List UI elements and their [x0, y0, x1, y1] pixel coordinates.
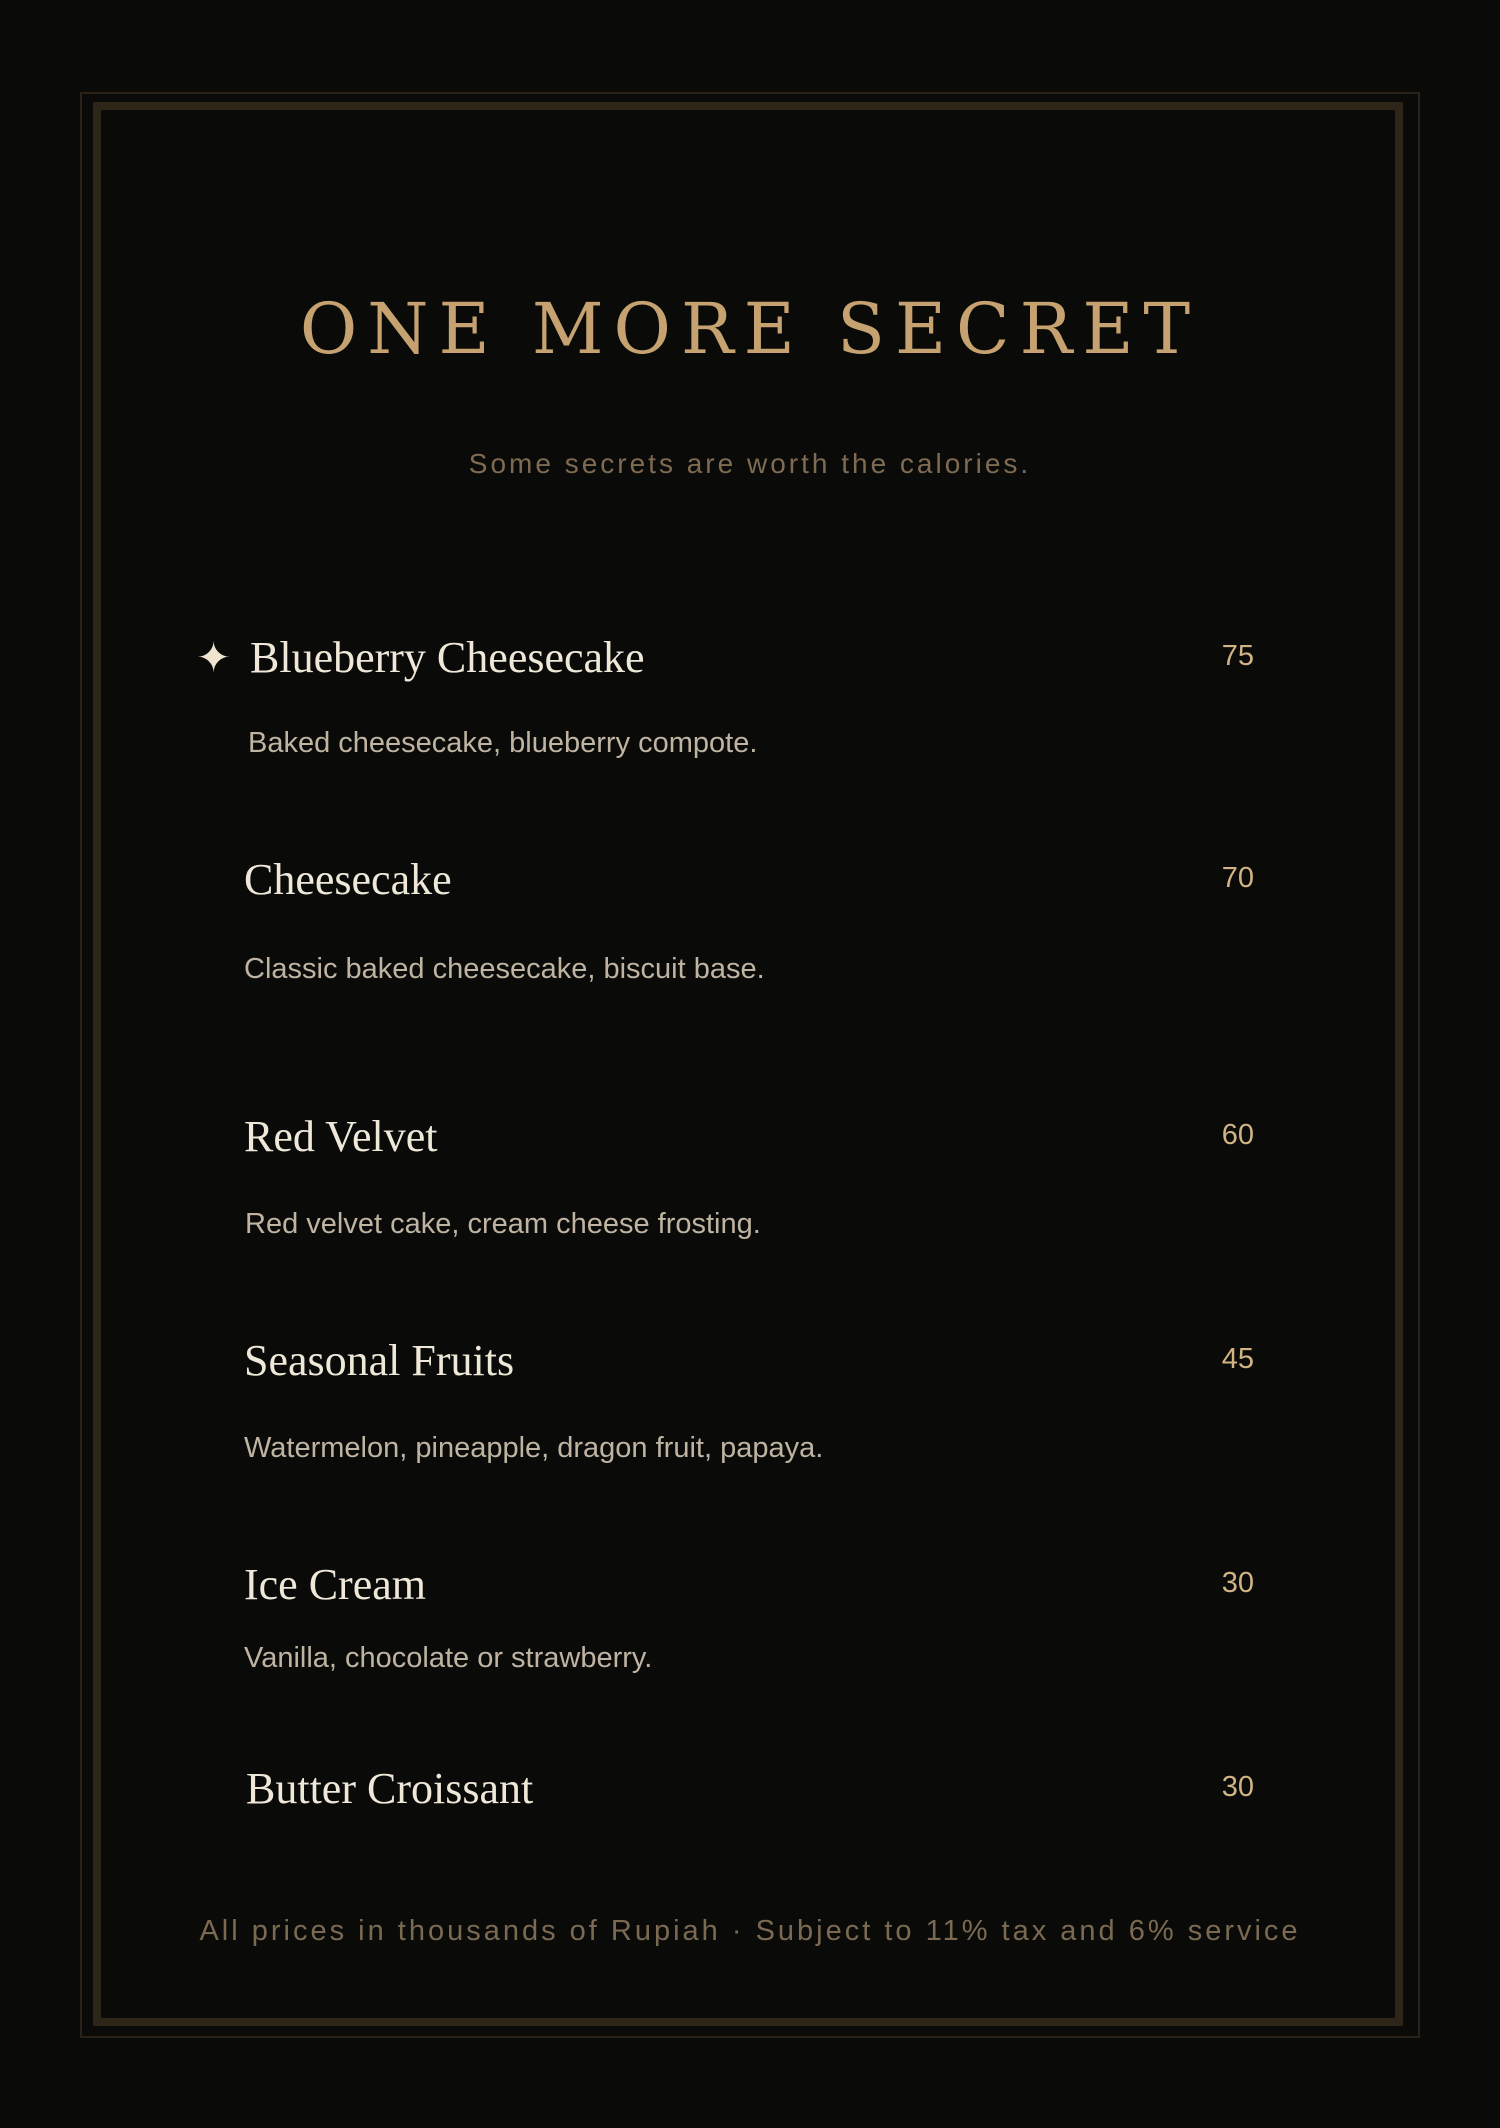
price-note-footer: All prices in thousands of Rupiah · Subject to 11% tax and 6% service	[199, 1915, 1301, 1947]
item-price: 75	[1221, 640, 1254, 672]
item-name: Butter Croissant	[246, 1764, 534, 1813]
item-price: 60	[1221, 1119, 1254, 1151]
item-name: Red Velvet	[244, 1112, 438, 1161]
item-description: Classic baked cheesecake, biscuit base.	[244, 953, 765, 985]
item-description: Red velvet cake, cream cheese frosting.	[245, 1208, 761, 1240]
item-price: 45	[1221, 1343, 1254, 1375]
item-description: Baked cheesecake, blueberry compote.	[248, 727, 758, 759]
menu-frame-border	[93, 102, 1403, 2026]
menu-title: ONE MORE SECRET	[299, 288, 1201, 370]
sparkle-icon: ✦	[196, 634, 232, 681]
item-name: Cheesecake	[244, 855, 452, 904]
item-price: 30	[1221, 1771, 1254, 1803]
item-name: Ice Cream	[244, 1560, 426, 1609]
item-price: 30	[1221, 1567, 1254, 1599]
item-description: Watermelon, pineapple, dragon fruit, papaya.	[244, 1432, 824, 1464]
item-description: Vanilla, chocolate or strawberry.	[244, 1642, 653, 1674]
item-name: Blueberry Cheesecake	[250, 633, 645, 682]
item-name: Seasonal Fruits	[244, 1336, 515, 1385]
menu-subtitle: Some secrets are worth the calories.	[468, 448, 1032, 479]
item-price: 70	[1221, 862, 1254, 894]
